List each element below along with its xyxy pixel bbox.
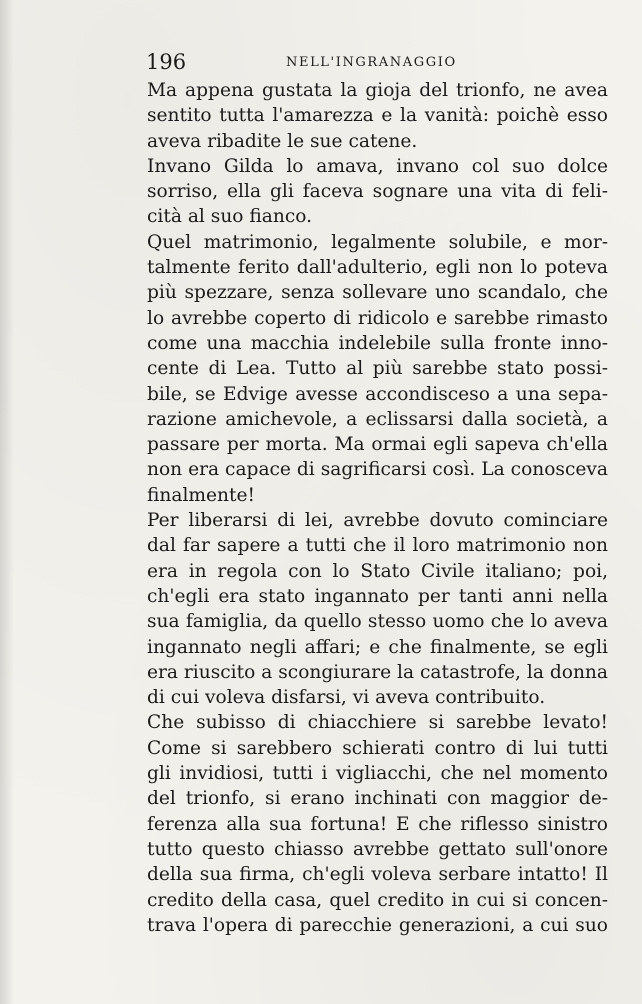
text-line: Quel matrimonio, legalmente solubile, e mor- bbox=[147, 231, 608, 253]
text-line: sentito tutta l'amarezza e la vanità: poichè esso bbox=[147, 105, 608, 127]
text-line: talmente ferito dall'adulterio, egli non lo poteva bbox=[147, 257, 608, 279]
text-line: ch'egli era stato ingannato per tanti anni nella bbox=[147, 585, 608, 607]
text-line: Ma appena gustata la gioja del trionfo, ne avea bbox=[147, 80, 608, 101]
text-line: lo avrebbe coperto di ridicolo e sarebbe rimasto bbox=[147, 307, 608, 329]
text-line: era riuscito a scongiurare la catastrofe, la donna bbox=[147, 661, 608, 683]
text-line: Invano Gilda lo amava, invano col suo dolce bbox=[147, 155, 608, 177]
text-line: aveva ribadite le sue catene. bbox=[147, 130, 418, 152]
text-line: era in regola con lo Stato Civile italiano; poi, bbox=[147, 560, 608, 582]
text-line: bile, se Edvige avesse accondisceso a una sepa- bbox=[147, 383, 608, 405]
text-line: Che subisso di chiacchiere si sarebbe levato! bbox=[147, 712, 608, 734]
text-line: cente di Lea. Tutto al più sarebbe stato possi- bbox=[147, 358, 608, 380]
running-title: NELL'INGRANAGGIO bbox=[286, 55, 457, 70]
paragraph bbox=[130, 154, 608, 230]
text-line: ferenza alla sua fortuna! E che riflesso sinistro bbox=[147, 813, 608, 835]
text-line: dal far sapere a tutti che il loro matrimonio non bbox=[147, 535, 608, 557]
paragraph bbox=[130, 78, 608, 154]
text-line: non era capace di sagrificarsi così. La conosceva bbox=[147, 459, 608, 481]
text-line: della sua firma, ch'egli voleva serbare intatto! Il bbox=[147, 864, 608, 886]
paragraph bbox=[130, 710, 608, 938]
text-line: Per liberarsi di lei, avrebbe dovuto cominciare bbox=[147, 510, 608, 532]
text-line: sua famiglia, da quello stesso uomo che lo aveva bbox=[147, 611, 608, 633]
body-text bbox=[130, 78, 608, 938]
page-header bbox=[146, 48, 606, 76]
page-number: 196 bbox=[146, 50, 187, 74]
text-line: trava l'opera di parecchie generazioni, a cui suo bbox=[147, 914, 608, 936]
text-line: più spezzare, senza sollevare uno scandalo, che bbox=[147, 282, 608, 304]
text-line: del trionfo, si erano inchinati con maggior de- bbox=[147, 788, 608, 810]
paragraph bbox=[130, 508, 608, 710]
text-line: passare per morta. Ma ormai egli sapeva ch'ella bbox=[147, 434, 608, 456]
text-line: sorriso, ella gli faceva sognare una vita di feli- bbox=[147, 181, 608, 203]
page-gutter-shadow bbox=[0, 0, 14, 1004]
text-line: di cui voleva disfarsi, vi aveva contribuito. bbox=[147, 687, 546, 709]
text-line: finalmente! bbox=[147, 484, 255, 506]
text-line: gli invidiosi, tutti i vigliacchi, che nel momento bbox=[147, 763, 608, 785]
text-line: ingannato negli affari; e che finalmente, se egli bbox=[147, 636, 608, 658]
paragraph bbox=[130, 230, 608, 508]
text-line: come una macchia indelebile sulla fronte inno- bbox=[147, 332, 608, 354]
text-line: razione amichevole, a eclissarsi dalla società, a bbox=[147, 408, 608, 430]
text-line: tutto questo chiasso avrebbe gettato sull'onore bbox=[147, 838, 608, 860]
text-line: Come si sarebbero schierati contro di lui tutti bbox=[147, 737, 608, 759]
text-line: cità al suo fianco. bbox=[147, 206, 313, 228]
text-line: credito della casa, quel credito in cui si concen- bbox=[147, 889, 608, 911]
